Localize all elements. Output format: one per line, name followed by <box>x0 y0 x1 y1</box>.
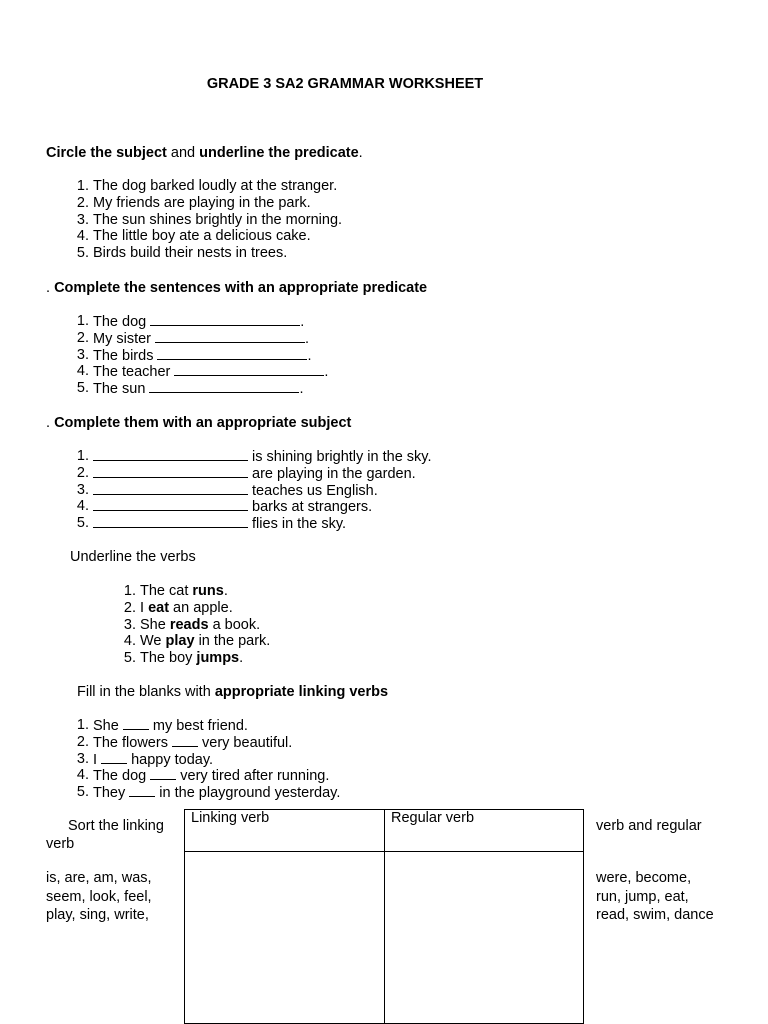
answer-blank[interactable] <box>123 717 149 730</box>
sentence-start: The birds <box>93 347 154 364</box>
sentence-part: . <box>223 583 228 599</box>
sort-instruction-left: Sort the linking <box>68 818 164 834</box>
sentence-end: teaches us English. <box>252 482 378 499</box>
regular-verb-answer-cell[interactable] <box>385 852 584 1024</box>
sentence-part: They <box>93 785 130 802</box>
instruction-period: . <box>358 145 363 161</box>
answer-blank[interactable] <box>93 482 248 495</box>
list-item: 1. is shining brightly in the sky. <box>76 448 432 465</box>
section4-list <box>123 583 271 667</box>
verb-word: runs <box>192 583 224 599</box>
sentence-part: a book. <box>208 616 261 633</box>
section5-list <box>76 717 341 802</box>
answer-blank[interactable] <box>155 330 305 343</box>
answer-blank[interactable] <box>101 751 127 764</box>
section2-list <box>76 313 329 398</box>
list-item: 4. The little boy ate a delicious cake. <box>76 228 311 245</box>
sentence-part: I <box>140 599 149 616</box>
sentence-start: My sister <box>93 330 151 347</box>
sentence-part: I <box>93 751 102 768</box>
section1-list <box>76 178 343 262</box>
instruction-text: Fill in the blanks with <box>77 684 215 700</box>
list-item: 3. She reads a book. <box>123 616 261 633</box>
instruction-prefix: . <box>46 415 55 431</box>
sentence-part: in the playground yesterday. <box>155 785 341 802</box>
instruction-bold-predicate: underline the predicate <box>199 145 359 161</box>
word-bank-line: run, jump, eat, <box>596 888 689 905</box>
sentence-start: The dog <box>93 314 147 330</box>
section1-instruction <box>46 145 363 161</box>
answer-blank[interactable] <box>150 313 300 326</box>
linking-verb-answer-cell[interactable] <box>185 852 385 1024</box>
instruction-prefix: . <box>46 280 55 296</box>
list-item: 2. I eat an apple. <box>123 599 233 616</box>
answer-blank[interactable] <box>149 380 299 393</box>
sentence-start: The sun <box>93 381 146 398</box>
list-item: 2. My friends are playing in the park. <box>76 194 311 211</box>
list-item: 3. I happy today. <box>76 750 214 768</box>
list-item: 4. The teacher . <box>76 363 329 381</box>
list-item: 5. Birds build their nests in trees. <box>76 245 288 262</box>
list-item: 1. The dog . <box>76 313 305 330</box>
word-bank-line: is, are, am, was, <box>46 870 152 886</box>
list-item: 4. barks at strangers. <box>76 498 373 516</box>
sort-table <box>184 809 584 1024</box>
sentence-text: The little boy ate a delicious cake. <box>93 228 311 245</box>
instruction-bold: appropriate linking verbs <box>214 684 389 700</box>
word-bank-line: play, sing, write, <box>46 907 149 923</box>
sentence-part: happy today. <box>127 751 214 768</box>
sentence-part: She <box>140 616 170 633</box>
answer-blank[interactable] <box>93 515 248 528</box>
sentence-part: in the park. <box>194 633 271 650</box>
list-item: 1. She my best friend. <box>76 717 248 734</box>
sentence-part: She <box>93 718 123 734</box>
sentence-part: We <box>140 633 166 650</box>
list-item: 4. The dog very tired after running. <box>76 767 330 785</box>
sentence-text: Birds build their nests in trees. <box>93 245 288 262</box>
sort-instruction-left-2: verb <box>46 836 75 852</box>
list-item: 5. They in the playground yesterday. <box>76 784 341 802</box>
list-item: 3. The birds . <box>76 346 312 364</box>
sort-instruction-right: verb and regular <box>596 818 702 834</box>
sentence-end: are playing in the garden. <box>252 465 416 482</box>
sentence-text: The dog barked loudly at the stranger. <box>93 178 338 194</box>
sentence-part: . <box>239 650 244 667</box>
section3-instruction <box>46 415 351 431</box>
list-item: 1. The cat runs. <box>123 583 228 599</box>
answer-blank[interactable] <box>174 363 324 376</box>
answer-blank[interactable] <box>157 347 307 360</box>
instruction-text: Complete them with an appropriate subject <box>54 415 352 431</box>
sentence-part: very beautiful. <box>197 734 293 751</box>
section4-instruction: Underline the verbs <box>70 549 196 565</box>
worksheet-title: GRADE 3 SA2 GRAMMAR WORKSHEET <box>206 76 484 92</box>
answer-blank[interactable] <box>129 784 155 797</box>
sentence-part: an apple. <box>169 599 233 616</box>
answer-blank[interactable] <box>93 498 248 511</box>
list-item: 5. The boy jumps. <box>123 650 244 667</box>
answer-blank[interactable] <box>150 767 176 780</box>
word-bank-line: were, become, <box>596 870 692 886</box>
list-item: 5. flies in the sky. <box>76 515 347 533</box>
sentence-end: is shining brightly in the sky. <box>252 449 432 465</box>
table-header-row <box>185 810 584 852</box>
word-bank-left <box>46 869 152 925</box>
section5-instruction <box>77 684 388 700</box>
sentence-part: my best friend. <box>148 718 248 734</box>
list-item: 3. teaches us English. <box>76 481 378 499</box>
word-bank-line: read, swim, dance <box>596 907 714 923</box>
sentence-part: The boy <box>140 650 197 667</box>
section2-instruction <box>46 280 427 296</box>
verb-word: play <box>165 633 195 650</box>
sentence-end: flies in the sky. <box>252 516 347 533</box>
verb-word: reads <box>169 616 209 633</box>
sentence-part: very tired after running. <box>176 768 330 785</box>
answer-blank[interactable] <box>93 448 248 461</box>
verb-word: jumps <box>196 650 240 667</box>
sentence-text: My friends are playing in the park. <box>93 194 311 211</box>
section3-list <box>76 448 432 533</box>
instruction-and: and <box>166 145 200 161</box>
list-item: 2. are playing in the garden. <box>76 464 416 482</box>
word-bank-line: seem, look, feel, <box>46 888 152 905</box>
verb-word: eat <box>148 599 170 616</box>
sentence-text: The sun shines brightly in the morning. <box>93 211 343 228</box>
list-item: 4. We play in the park. <box>123 633 271 650</box>
instruction-bold-subject: Circle the subject <box>46 145 167 161</box>
sentence-part: The flowers <box>93 734 172 751</box>
header-regular-verb: Regular verb <box>385 810 584 852</box>
sentence-end: barks at strangers. <box>252 499 373 516</box>
answer-blank[interactable] <box>172 734 198 747</box>
answer-blank[interactable] <box>93 465 248 478</box>
sentence-start: The teacher <box>93 364 171 381</box>
list-item: 2. My sister . <box>76 329 310 347</box>
list-item: 3. The sun shines brightly in the morning. <box>76 211 343 228</box>
sentence-part: The cat <box>140 583 193 599</box>
table-answer-row <box>185 852 584 1024</box>
header-linking-verb: Linking verb <box>185 810 385 852</box>
sentence-part: The dog <box>93 768 151 785</box>
list-item: 1. The dog barked loudly at the stranger. <box>76 178 338 194</box>
list-item: 2. The flowers very beautiful. <box>76 733 293 751</box>
instruction-text: Complete the sentences with an appropriate predicate <box>54 280 428 296</box>
word-bank-right <box>596 869 714 925</box>
list-item: 5. The sun . <box>76 380 304 398</box>
